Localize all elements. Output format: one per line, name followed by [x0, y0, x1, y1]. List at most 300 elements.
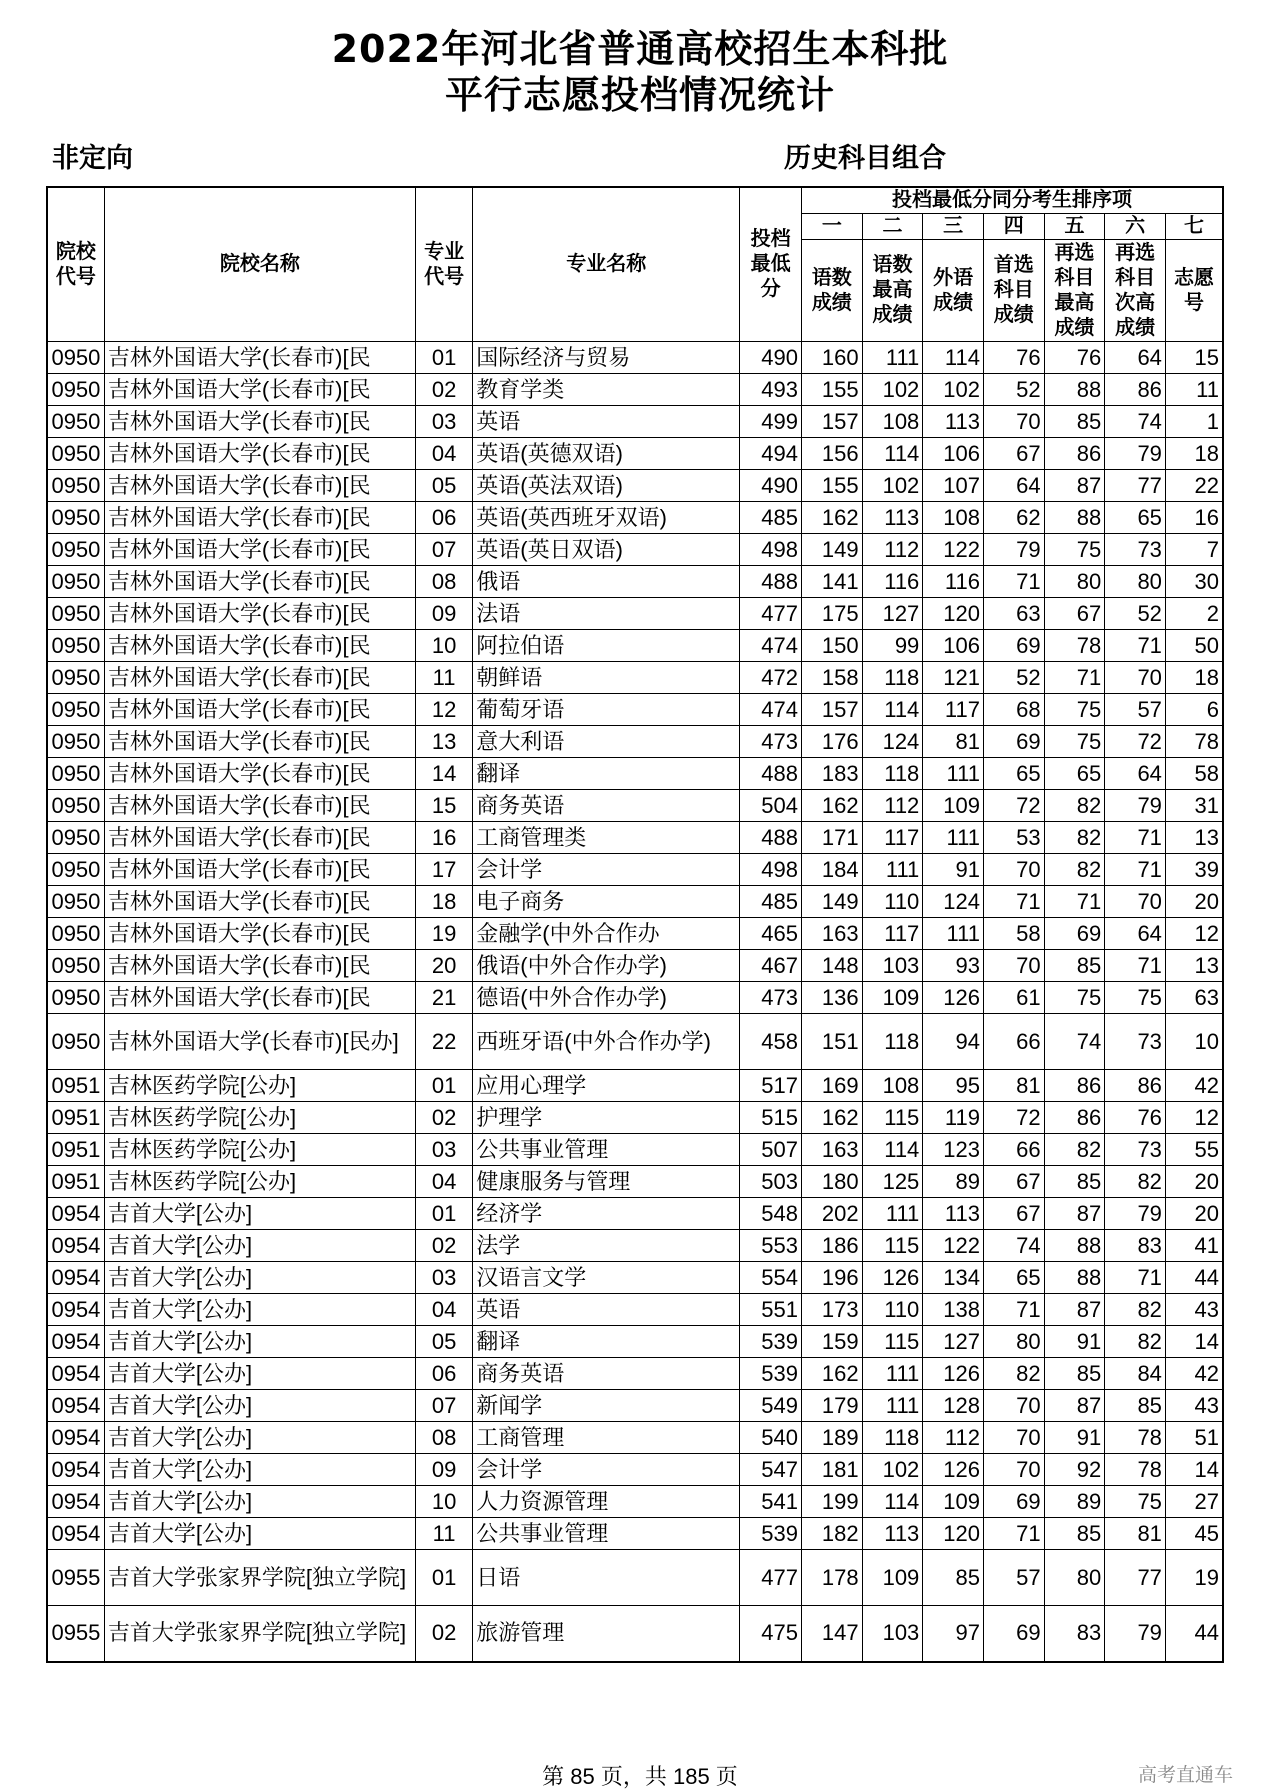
sort-value-cell: 70: [983, 1454, 1044, 1486]
min-score-cell: 504: [740, 790, 802, 822]
major-code-cell: 04: [415, 438, 472, 470]
header-rank: 四: [983, 214, 1044, 240]
school-code-cell: 0954: [47, 1422, 104, 1454]
min-score-cell: 554: [740, 1262, 802, 1294]
sort-value-cell: 64: [1105, 918, 1166, 950]
sort-value-cell: 109: [862, 982, 923, 1014]
sort-value-cell: 1: [1165, 406, 1223, 438]
table-row: [47, 1326, 1223, 1358]
major-name-cell: 英语: [473, 406, 740, 438]
sort-value-cell: 67: [983, 438, 1044, 470]
sort-value-cell: 71: [1105, 822, 1166, 854]
sort-value-cell: 175: [801, 598, 862, 630]
school-code-cell: 0950: [47, 598, 104, 630]
sort-value-cell: 70: [983, 406, 1044, 438]
major-name-cell: 朝鲜语: [473, 662, 740, 694]
sort-value-cell: 27: [1165, 1486, 1223, 1518]
school-code-cell: 0950: [47, 886, 104, 918]
sort-value-cell: 65: [983, 1262, 1044, 1294]
sort-value-cell: 13: [1165, 950, 1223, 982]
sort-value-cell: 103: [862, 1606, 923, 1662]
sort-value-cell: 182: [801, 1518, 862, 1550]
sort-value-cell: 61: [983, 982, 1044, 1014]
sort-value-cell: 67: [983, 1198, 1044, 1230]
school-name-cell: 吉林外国语大学(长春市)[民: [104, 950, 415, 982]
sort-value-cell: 44: [1165, 1606, 1223, 1662]
sort-value-cell: 115: [862, 1326, 923, 1358]
sort-value-cell: 64: [1105, 758, 1166, 790]
watermark: 高考直通车: [1138, 1764, 1234, 1786]
sort-value-cell: 86: [1105, 1070, 1166, 1102]
major-code-cell: 09: [415, 1454, 472, 1486]
sort-value-cell: 2: [1165, 598, 1223, 630]
sort-value-cell: 150: [801, 630, 862, 662]
sort-value-cell: 65: [1105, 502, 1166, 534]
sort-value-cell: 163: [801, 918, 862, 950]
school-code-cell: 0954: [47, 1198, 104, 1230]
table-row: [47, 1486, 1223, 1518]
school-code-cell: 0951: [47, 1134, 104, 1166]
sort-value-cell: 110: [862, 886, 923, 918]
table-row: [47, 886, 1223, 918]
sort-value-cell: 70: [983, 854, 1044, 886]
sort-value-cell: 69: [983, 630, 1044, 662]
sort-value-cell: 18: [1165, 662, 1223, 694]
sort-value-cell: 87: [1044, 1198, 1105, 1230]
sort-value-cell: 69: [983, 1486, 1044, 1518]
sort-value-cell: 85: [1044, 1518, 1105, 1550]
min-score-cell: 539: [740, 1358, 802, 1390]
major-code-cell: 02: [415, 1606, 472, 1662]
school-name-cell: 吉首大学[公办]: [104, 1454, 415, 1486]
table-row: [47, 950, 1223, 982]
header-sort-item: 志愿号: [1165, 240, 1223, 342]
min-score-cell: 547: [740, 1454, 802, 1486]
table-row: [47, 790, 1223, 822]
table-row: [47, 1518, 1223, 1550]
sort-value-cell: 85: [1105, 1390, 1166, 1422]
sort-value-cell: 186: [801, 1230, 862, 1262]
min-score-cell: 475: [740, 1606, 802, 1662]
header-rank: 六: [1105, 214, 1166, 240]
sort-value-cell: 85: [1044, 950, 1105, 982]
sort-value-cell: 118: [862, 662, 923, 694]
major-name-cell: 国际经济与贸易: [473, 342, 740, 374]
sort-value-cell: 82: [1105, 1294, 1166, 1326]
sort-value-cell: 62: [983, 502, 1044, 534]
major-code-cell: 10: [415, 630, 472, 662]
major-name-cell: 商务英语: [473, 790, 740, 822]
sort-value-cell: 162: [801, 1102, 862, 1134]
sort-value-cell: 80: [983, 1326, 1044, 1358]
min-score-cell: 494: [740, 438, 802, 470]
sort-value-cell: 108: [923, 502, 984, 534]
school-name-cell: 吉首大学[公办]: [104, 1198, 415, 1230]
school-code-cell: 0950: [47, 502, 104, 534]
major-name-cell: 英语: [473, 1294, 740, 1326]
school-code-cell: 0950: [47, 918, 104, 950]
sort-value-cell: 97: [923, 1606, 984, 1662]
major-code-cell: 15: [415, 790, 472, 822]
sort-value-cell: 68: [983, 694, 1044, 726]
table-row: [47, 1358, 1223, 1390]
sort-value-cell: 128: [923, 1390, 984, 1422]
school-name-cell: 吉首大学[公办]: [104, 1390, 415, 1422]
major-name-cell: 法语: [473, 598, 740, 630]
school-code-cell: 0950: [47, 662, 104, 694]
sort-value-cell: 123: [923, 1134, 984, 1166]
sort-value-cell: 20: [1165, 1166, 1223, 1198]
sort-value-cell: 43: [1165, 1390, 1223, 1422]
table-row: [47, 918, 1223, 950]
min-score-cell: 498: [740, 854, 802, 886]
sort-value-cell: 85: [1044, 1166, 1105, 1198]
major-code-cell: 05: [415, 470, 472, 502]
school-name-cell: 吉首大学[公办]: [104, 1326, 415, 1358]
min-score-cell: 499: [740, 406, 802, 438]
major-name-cell: 护理学: [473, 1102, 740, 1134]
min-score-cell: 467: [740, 950, 802, 982]
school-name-cell: 吉林外国语大学(长春市)[民: [104, 502, 415, 534]
sort-value-cell: 111: [923, 758, 984, 790]
sort-value-cell: 95: [923, 1070, 984, 1102]
sort-value-cell: 118: [862, 1014, 923, 1070]
sort-value-cell: 149: [801, 534, 862, 566]
sort-value-cell: 86: [1044, 1102, 1105, 1134]
sort-value-cell: 87: [1044, 1390, 1105, 1422]
major-code-cell: 14: [415, 758, 472, 790]
major-name-cell: 英语(英法双语): [473, 470, 740, 502]
sort-value-cell: 84: [1105, 1358, 1166, 1390]
major-name-cell: 公共事业管理: [473, 1134, 740, 1166]
major-code-cell: 02: [415, 374, 472, 406]
table-row: [47, 1014, 1223, 1070]
sort-value-cell: 22: [1165, 470, 1223, 502]
sort-value-cell: 126: [862, 1262, 923, 1294]
table-row: [47, 1550, 1223, 1606]
major-name-cell: 汉语言文学: [473, 1262, 740, 1294]
school-name-cell: 吉林外国语大学(长春市)[民: [104, 438, 415, 470]
sort-value-cell: 109: [862, 1550, 923, 1606]
sort-value-cell: 112: [862, 790, 923, 822]
sort-value-cell: 162: [801, 502, 862, 534]
major-code-cell: 07: [415, 1390, 472, 1422]
major-name-cell: 日语: [473, 1550, 740, 1606]
sort-value-cell: 111: [862, 342, 923, 374]
school-code-cell: 0950: [47, 470, 104, 502]
sort-value-cell: 134: [923, 1262, 984, 1294]
table-row: [47, 1390, 1223, 1422]
major-code-cell: 19: [415, 918, 472, 950]
min-score-cell: 465: [740, 918, 802, 950]
sort-value-cell: 138: [923, 1294, 984, 1326]
sort-value-cell: 71: [983, 886, 1044, 918]
sort-value-cell: 11: [1165, 374, 1223, 406]
header-school-code: 院校代号: [47, 187, 104, 342]
sort-value-cell: 67: [983, 1166, 1044, 1198]
sort-value-cell: 114: [862, 1486, 923, 1518]
sort-value-cell: 103: [862, 950, 923, 982]
major-code-cell: 01: [415, 1198, 472, 1230]
sort-value-cell: 71: [1105, 630, 1166, 662]
sort-value-cell: 12: [1165, 918, 1223, 950]
sort-value-cell: 71: [1105, 1262, 1166, 1294]
sort-value-cell: 82: [1044, 790, 1105, 822]
major-code-cell: 11: [415, 1518, 472, 1550]
min-score-cell: 485: [740, 886, 802, 918]
sort-value-cell: 113: [862, 1518, 923, 1550]
min-score-cell: 517: [740, 1070, 802, 1102]
sort-value-cell: 124: [862, 726, 923, 758]
sort-value-cell: 184: [801, 854, 862, 886]
sort-value-cell: 80: [1044, 566, 1105, 598]
sort-value-cell: 127: [862, 598, 923, 630]
sort-value-cell: 113: [862, 502, 923, 534]
header-sort-item: 语数成绩: [801, 240, 862, 342]
table-row: [47, 1422, 1223, 1454]
sort-value-cell: 20: [1165, 1198, 1223, 1230]
table-row: [47, 1294, 1223, 1326]
sort-value-cell: 109: [923, 1486, 984, 1518]
sort-value-cell: 162: [801, 790, 862, 822]
major-name-cell: 应用心理学: [473, 1070, 740, 1102]
school-name-cell: 吉林外国语大学(长春市)[民: [104, 342, 415, 374]
table-row: [47, 374, 1223, 406]
sort-value-cell: 113: [923, 406, 984, 438]
major-code-cell: 04: [415, 1166, 472, 1198]
sort-value-cell: 52: [1105, 598, 1166, 630]
major-name-cell: 电子商务: [473, 886, 740, 918]
min-score-cell: 474: [740, 694, 802, 726]
sort-value-cell: 82: [1044, 1134, 1105, 1166]
sort-value-cell: 76: [1044, 342, 1105, 374]
sort-value-cell: 79: [1105, 1606, 1166, 1662]
sort-value-cell: 202: [801, 1198, 862, 1230]
sort-value-cell: 118: [862, 758, 923, 790]
sort-value-cell: 114: [862, 438, 923, 470]
sort-value-cell: 147: [801, 1606, 862, 1662]
sort-value-cell: 42: [1165, 1358, 1223, 1390]
min-score-cell: 540: [740, 1422, 802, 1454]
school-name-cell: 吉林外国语大学(长春市)[民: [104, 630, 415, 662]
table-row: [47, 1198, 1223, 1230]
min-score-cell: 473: [740, 726, 802, 758]
sort-value-cell: 122: [923, 534, 984, 566]
major-name-cell: 俄语(中外合作办学): [473, 950, 740, 982]
sort-value-cell: 149: [801, 886, 862, 918]
school-code-cell: 0951: [47, 1070, 104, 1102]
sort-value-cell: 109: [923, 790, 984, 822]
sort-value-cell: 71: [1044, 886, 1105, 918]
sort-value-cell: 71: [983, 1518, 1044, 1550]
school-code-cell: 0950: [47, 822, 104, 854]
sort-value-cell: 199: [801, 1486, 862, 1518]
min-score-cell: 515: [740, 1102, 802, 1134]
page-title: 2022年河北省普通高校招生本科批: [331, 27, 949, 71]
min-score-cell: 488: [740, 758, 802, 790]
sort-value-cell: 108: [862, 406, 923, 438]
table-row: [47, 1606, 1223, 1662]
sort-value-cell: 163: [801, 1134, 862, 1166]
page-footer: 第 85 页，共 185 页: [542, 1764, 738, 1789]
table-row: [47, 1454, 1223, 1486]
sort-value-cell: 57: [983, 1550, 1044, 1606]
header-min-score: 投档最低分: [740, 187, 802, 342]
sort-value-cell: 80: [1044, 1550, 1105, 1606]
sort-value-cell: 171: [801, 822, 862, 854]
major-code-cell: 21: [415, 982, 472, 1014]
major-code-cell: 22: [415, 1014, 472, 1070]
sort-value-cell: 87: [1044, 1294, 1105, 1326]
sort-value-cell: 72: [1105, 726, 1166, 758]
sort-value-cell: 74: [983, 1230, 1044, 1262]
sort-value-cell: 73: [1105, 534, 1166, 566]
sort-value-cell: 148: [801, 950, 862, 982]
major-code-cell: 01: [415, 1070, 472, 1102]
sort-value-cell: 178: [801, 1550, 862, 1606]
major-code-cell: 07: [415, 534, 472, 566]
sort-value-cell: 196: [801, 1262, 862, 1294]
sort-value-cell: 79: [983, 534, 1044, 566]
sort-value-cell: 102: [862, 1454, 923, 1486]
school-name-cell: 吉林医药学院[公办]: [104, 1166, 415, 1198]
sort-value-cell: 70: [983, 1422, 1044, 1454]
min-score-cell: 541: [740, 1486, 802, 1518]
major-code-cell: 06: [415, 502, 472, 534]
school-code-cell: 0954: [47, 1486, 104, 1518]
header-sort-item: 首选科目成绩: [983, 240, 1044, 342]
min-score-cell: 485: [740, 502, 802, 534]
school-name-cell: 吉林外国语大学(长春市)[民: [104, 726, 415, 758]
sort-value-cell: 86: [1105, 374, 1166, 406]
sort-value-cell: 81: [983, 1070, 1044, 1102]
sort-value-cell: 115: [862, 1102, 923, 1134]
major-name-cell: 会计学: [473, 1454, 740, 1486]
sort-value-cell: 111: [923, 918, 984, 950]
sort-value-cell: 159: [801, 1326, 862, 1358]
sort-value-cell: 183: [801, 758, 862, 790]
major-code-cell: 03: [415, 406, 472, 438]
sort-value-cell: 126: [923, 982, 984, 1014]
header-rank: 二: [862, 214, 923, 240]
major-name-cell: 英语(英西班牙双语): [473, 502, 740, 534]
sort-value-cell: 58: [983, 918, 1044, 950]
school-code-cell: 0950: [47, 726, 104, 758]
header-major-code: 专业代号: [415, 187, 472, 342]
sort-value-cell: 122: [923, 1230, 984, 1262]
major-code-cell: 10: [415, 1486, 472, 1518]
school-name-cell: 吉林外国语大学(长春市)[民: [104, 662, 415, 694]
major-code-cell: 12: [415, 694, 472, 726]
school-name-cell: 吉首大学[公办]: [104, 1294, 415, 1326]
major-name-cell: 新闻学: [473, 1390, 740, 1422]
school-code-cell: 0950: [47, 374, 104, 406]
school-name-cell: 吉首大学[公办]: [104, 1486, 415, 1518]
sort-value-cell: 16: [1165, 502, 1223, 534]
sort-value-cell: 65: [983, 758, 1044, 790]
sort-value-cell: 126: [923, 1454, 984, 1486]
major-code-cell: 05: [415, 1326, 472, 1358]
table-row: [47, 470, 1223, 502]
sort-value-cell: 157: [801, 406, 862, 438]
sort-value-cell: 81: [1105, 1518, 1166, 1550]
sort-value-cell: 119: [923, 1102, 984, 1134]
sort-value-cell: 117: [862, 822, 923, 854]
sort-value-cell: 55: [1165, 1134, 1223, 1166]
major-name-cell: 工商管理: [473, 1422, 740, 1454]
sort-value-cell: 81: [923, 726, 984, 758]
min-score-cell: 539: [740, 1518, 802, 1550]
major-name-cell: 经济学: [473, 1198, 740, 1230]
school-code-cell: 0950: [47, 694, 104, 726]
sort-value-cell: 118: [862, 1422, 923, 1454]
major-name-cell: 西班牙语(中外合作办学): [473, 1014, 740, 1070]
school-code-cell: 0951: [47, 1102, 104, 1134]
major-name-cell: 法学: [473, 1230, 740, 1262]
school-name-cell: 吉林外国语大学(长春市)[民: [104, 822, 415, 854]
major-name-cell: 葡萄牙语: [473, 694, 740, 726]
table-row: [47, 854, 1223, 886]
school-name-cell: 吉首大学张家界学院[独立学院]: [104, 1606, 415, 1662]
sort-value-cell: 31: [1165, 790, 1223, 822]
sort-value-cell: 82: [1105, 1166, 1166, 1198]
sort-value-cell: 6: [1165, 694, 1223, 726]
sort-value-cell: 10: [1165, 1014, 1223, 1070]
sort-value-cell: 86: [1044, 438, 1105, 470]
sort-value-cell: 155: [801, 470, 862, 502]
sort-value-cell: 63: [983, 598, 1044, 630]
sort-value-cell: 72: [983, 790, 1044, 822]
min-score-cell: 472: [740, 662, 802, 694]
sort-value-cell: 14: [1165, 1326, 1223, 1358]
sort-value-cell: 58: [1165, 758, 1223, 790]
table-row: [47, 1070, 1223, 1102]
header-rank: 七: [1165, 214, 1223, 240]
sort-value-cell: 91: [1044, 1422, 1105, 1454]
major-name-cell: 金融学(中外合作办: [473, 918, 740, 950]
school-name-cell: 吉首大学[公办]: [104, 1422, 415, 1454]
major-code-cell: 03: [415, 1134, 472, 1166]
school-name-cell: 吉林医药学院[公办]: [104, 1070, 415, 1102]
major-name-cell: 会计学: [473, 854, 740, 886]
table-row: [47, 1230, 1223, 1262]
school-code-cell: 0950: [47, 630, 104, 662]
sort-value-cell: 158: [801, 662, 862, 694]
major-name-cell: 阿拉伯语: [473, 630, 740, 662]
major-code-cell: 08: [415, 566, 472, 598]
sort-value-cell: 67: [1044, 598, 1105, 630]
school-name-cell: 吉林医药学院[公办]: [104, 1102, 415, 1134]
school-name-cell: 吉林外国语大学(长春市)[民: [104, 534, 415, 566]
school-name-cell: 吉林外国语大学(长春市)[民办]: [104, 1014, 415, 1070]
sort-value-cell: 91: [923, 854, 984, 886]
school-code-cell: 0954: [47, 1454, 104, 1486]
sort-value-cell: 39: [1165, 854, 1223, 886]
min-score-cell: 553: [740, 1230, 802, 1262]
sort-value-cell: 63: [1165, 982, 1223, 1014]
school-code-cell: 0955: [47, 1550, 104, 1606]
sort-value-cell: 19: [1165, 1550, 1223, 1606]
school-name-cell: 吉林外国语大学(长春市)[民: [104, 886, 415, 918]
sort-value-cell: 86: [1044, 1070, 1105, 1102]
sort-value-cell: 155: [801, 374, 862, 406]
sort-value-cell: 53: [983, 822, 1044, 854]
min-score-cell: 477: [740, 598, 802, 630]
header-sort-item: 再选科目次高成绩: [1105, 240, 1166, 342]
sort-value-cell: 79: [1105, 1198, 1166, 1230]
sort-value-cell: 50: [1165, 630, 1223, 662]
major-code-cell: 09: [415, 598, 472, 630]
